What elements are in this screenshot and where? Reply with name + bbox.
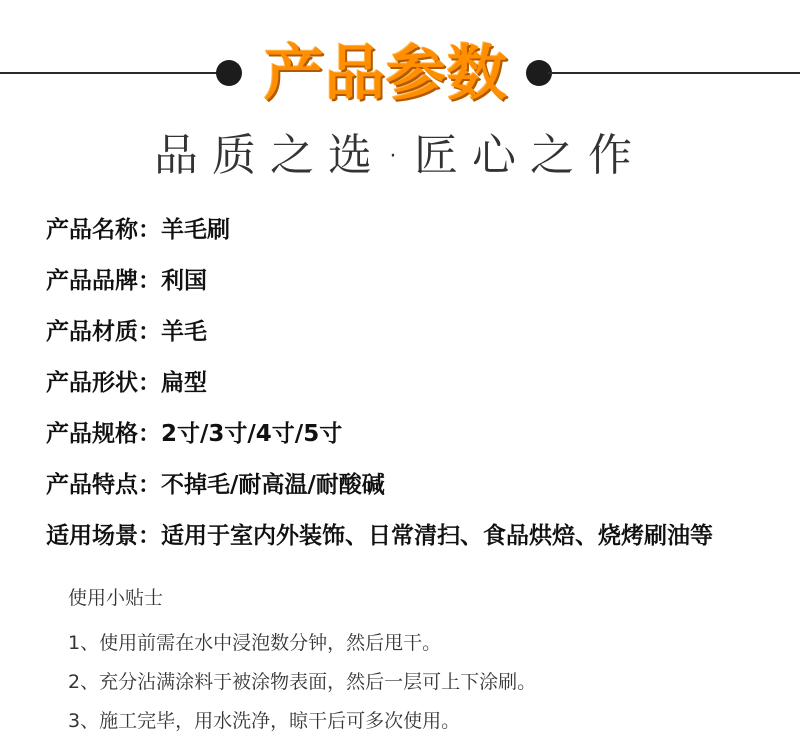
param-row-shape — [46, 363, 786, 414]
param-row-brand — [46, 261, 786, 312]
divider-line-right — [548, 72, 800, 74]
tip-item: 2、充分沾满涂料于被涂物表面，然后一层可上下涂刷。 — [68, 671, 537, 693]
param-row-features — [46, 465, 786, 516]
section-subtitle: 品质之选·匠心之作 — [154, 130, 646, 181]
param-row-size — [46, 414, 786, 465]
param-value: 适用于室内外装饰、日常清扫、食品烘焙、烧烤刷油等 — [161, 523, 713, 549]
divider-line-left — [0, 72, 222, 74]
tips-title: 使用小贴士 — [68, 587, 164, 609]
param-row-name — [46, 210, 786, 261]
param-label: 产品名称： — [46, 217, 161, 243]
param-row-material — [46, 312, 786, 363]
param-value: 羊毛 — [161, 319, 207, 345]
section-header — [0, 30, 800, 120]
param-value: 2寸/3寸/4寸/5寸 — [161, 421, 343, 447]
param-label: 产品材质： — [46, 319, 161, 345]
param-value: 扁型 — [161, 370, 207, 396]
param-value: 不掉毛/耐高温/耐酸碱 — [161, 472, 385, 498]
param-value: 羊毛刷 — [161, 217, 230, 243]
param-label: 适用场景： — [46, 523, 161, 549]
param-label: 产品形状： — [46, 370, 161, 396]
param-label: 产品品牌： — [46, 268, 161, 294]
section-title: 产品参数 — [264, 39, 508, 109]
usage-tips — [68, 582, 788, 745]
product-params-list — [46, 210, 786, 567]
param-label: 产品规格： — [46, 421, 161, 447]
tip-item: 1、使用前需在水中浸泡数分钟，然后甩干。 — [68, 632, 442, 654]
tip-item: 3、施工完毕，用水洗净，晾干后可多次使用。 — [68, 710, 461, 732]
bullet-dot-left — [216, 60, 242, 86]
param-value: 利国 — [161, 268, 207, 294]
param-label: 产品特点： — [46, 472, 161, 498]
param-row-scenarios — [46, 516, 786, 567]
